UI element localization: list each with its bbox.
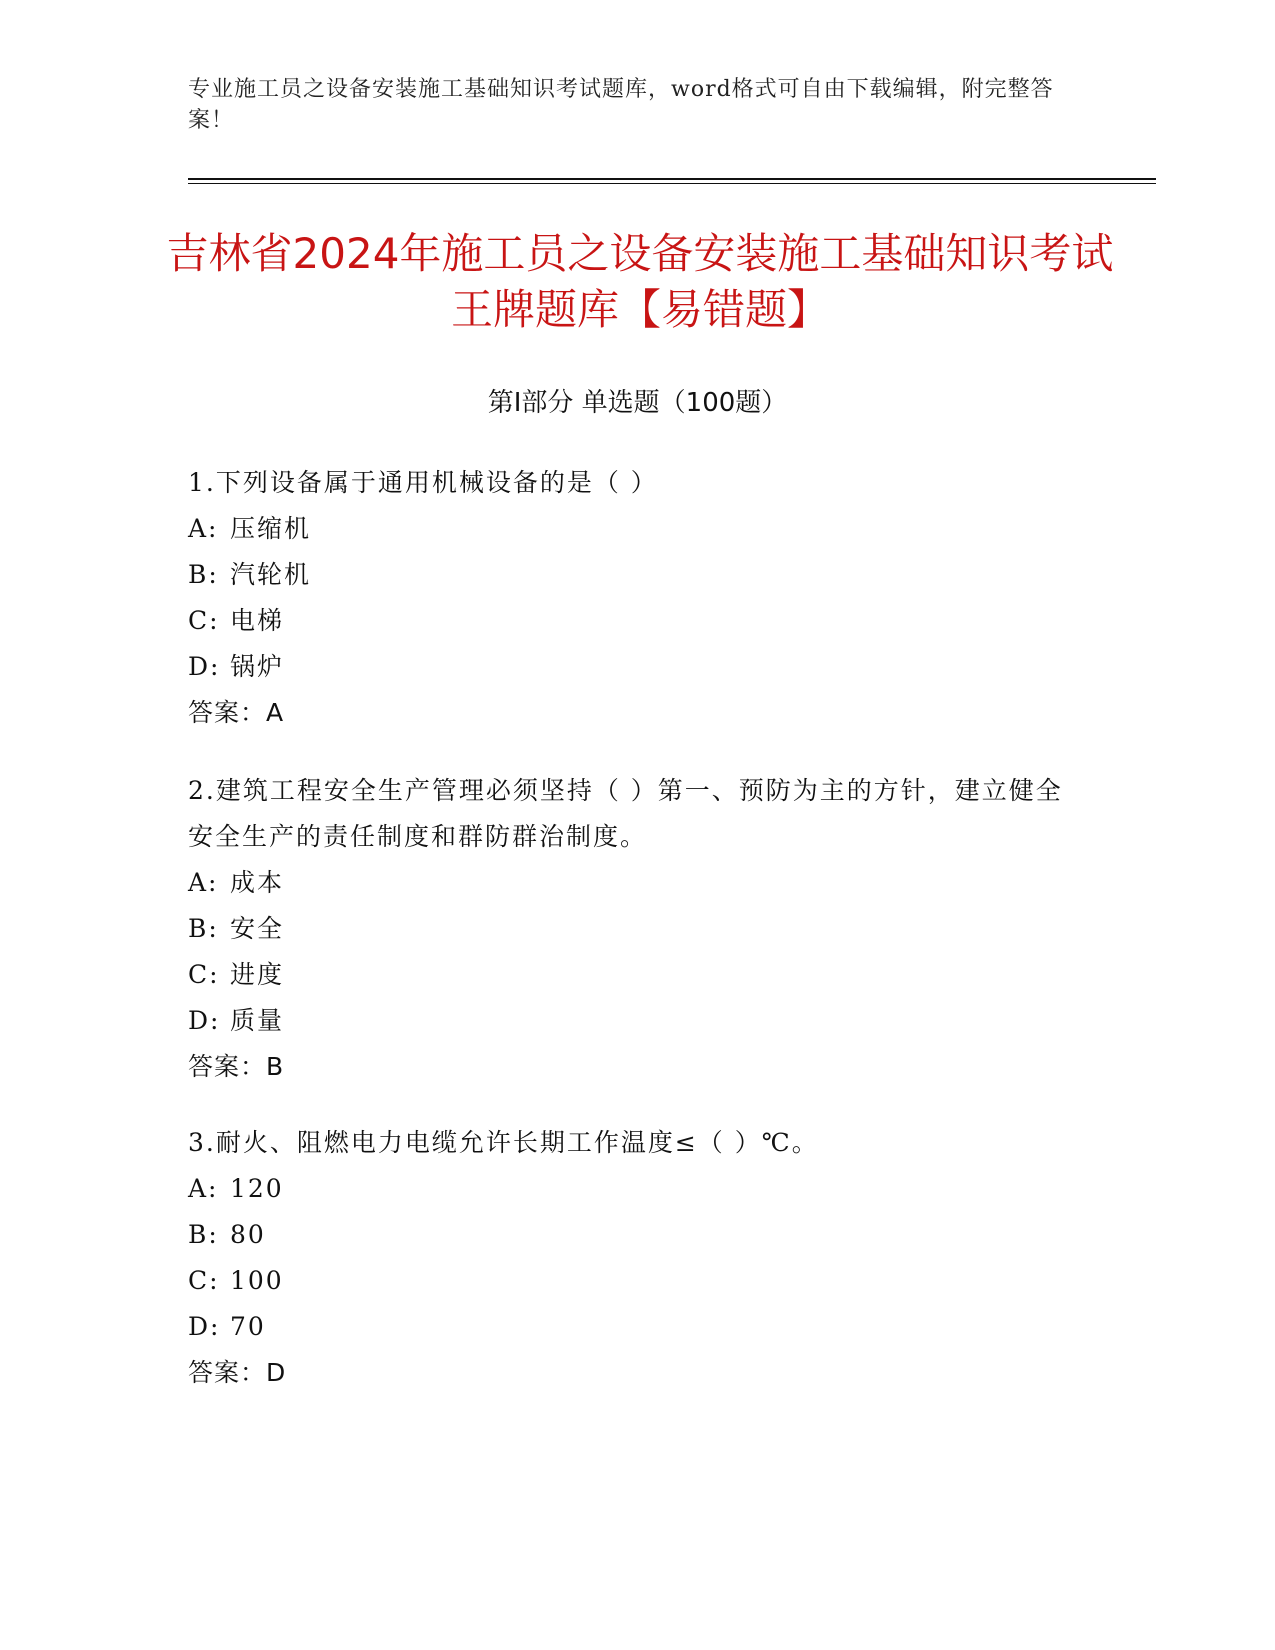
answer-line: 答案：B	[188, 1052, 285, 1081]
option-c	[188, 1258, 1088, 1304]
option-text: 汽轮机	[230, 560, 312, 589]
option-text: 进度	[230, 960, 285, 989]
option-text: 120	[230, 1174, 284, 1203]
question-text: 1.下列设备属于通用机械设备的是（ ）	[188, 468, 658, 497]
option-letter: D:	[188, 652, 221, 681]
option-text: 质量	[230, 1006, 285, 1035]
document-title: 吉林省2024年施工员之设备安装施工基础知识考试王牌题库【易错题】	[166, 229, 1114, 334]
option-a	[188, 860, 1088, 906]
option-b	[188, 906, 1088, 952]
option-text: 70	[230, 1312, 266, 1341]
question-1	[188, 460, 1088, 736]
option-text: 成本	[230, 868, 285, 897]
option-b	[188, 552, 1088, 598]
option-letter: A:	[188, 1174, 219, 1203]
option-letter: A:	[188, 868, 219, 897]
option-text: 压缩机	[230, 514, 312, 543]
option-text: 锅炉	[230, 652, 285, 681]
header-divider-thin	[188, 183, 1156, 184]
option-a	[188, 1166, 1088, 1212]
option-letter: D:	[188, 1312, 221, 1341]
section-heading: 第I部分 单选题（100题）	[487, 388, 788, 418]
option-text: 80	[230, 1220, 266, 1249]
option-c	[188, 952, 1088, 998]
question-text: 2.建筑工程安全生产管理必须坚持（ ）第一、预防为主的方针，建立健全安全生产的责任制度和群防群治制度。	[188, 776, 1063, 851]
option-d	[188, 644, 1088, 690]
option-text: 100	[230, 1266, 284, 1295]
option-letter: D:	[188, 1006, 221, 1035]
option-letter: C:	[188, 1266, 220, 1295]
answer-line: 答案：D	[188, 1358, 287, 1387]
option-letter: A:	[188, 514, 219, 543]
question-2	[188, 768, 1088, 1090]
option-letter: B:	[188, 914, 219, 943]
header-note: 专业施工员之设备安装施工基础知识考试题库，word格式可自由下载编辑，附完整答案！	[188, 77, 1054, 133]
option-letter: C:	[188, 606, 220, 635]
option-text: 安全	[230, 914, 285, 943]
question-3	[188, 1120, 1088, 1396]
option-letter: C:	[188, 960, 220, 989]
option-a	[188, 506, 1088, 552]
option-letter: B:	[188, 560, 219, 589]
option-letter: B:	[188, 1220, 219, 1249]
option-d	[188, 1304, 1088, 1350]
option-d	[188, 998, 1088, 1044]
option-b	[188, 1212, 1088, 1258]
answer-line: 答案：A	[188, 698, 285, 727]
option-text: 电梯	[230, 606, 285, 635]
option-c	[188, 598, 1088, 644]
header-divider-thick	[188, 178, 1156, 180]
question-text: 3.耐火、阻燃电力电缆允许长期工作温度≤（ ）℃。	[188, 1128, 819, 1157]
